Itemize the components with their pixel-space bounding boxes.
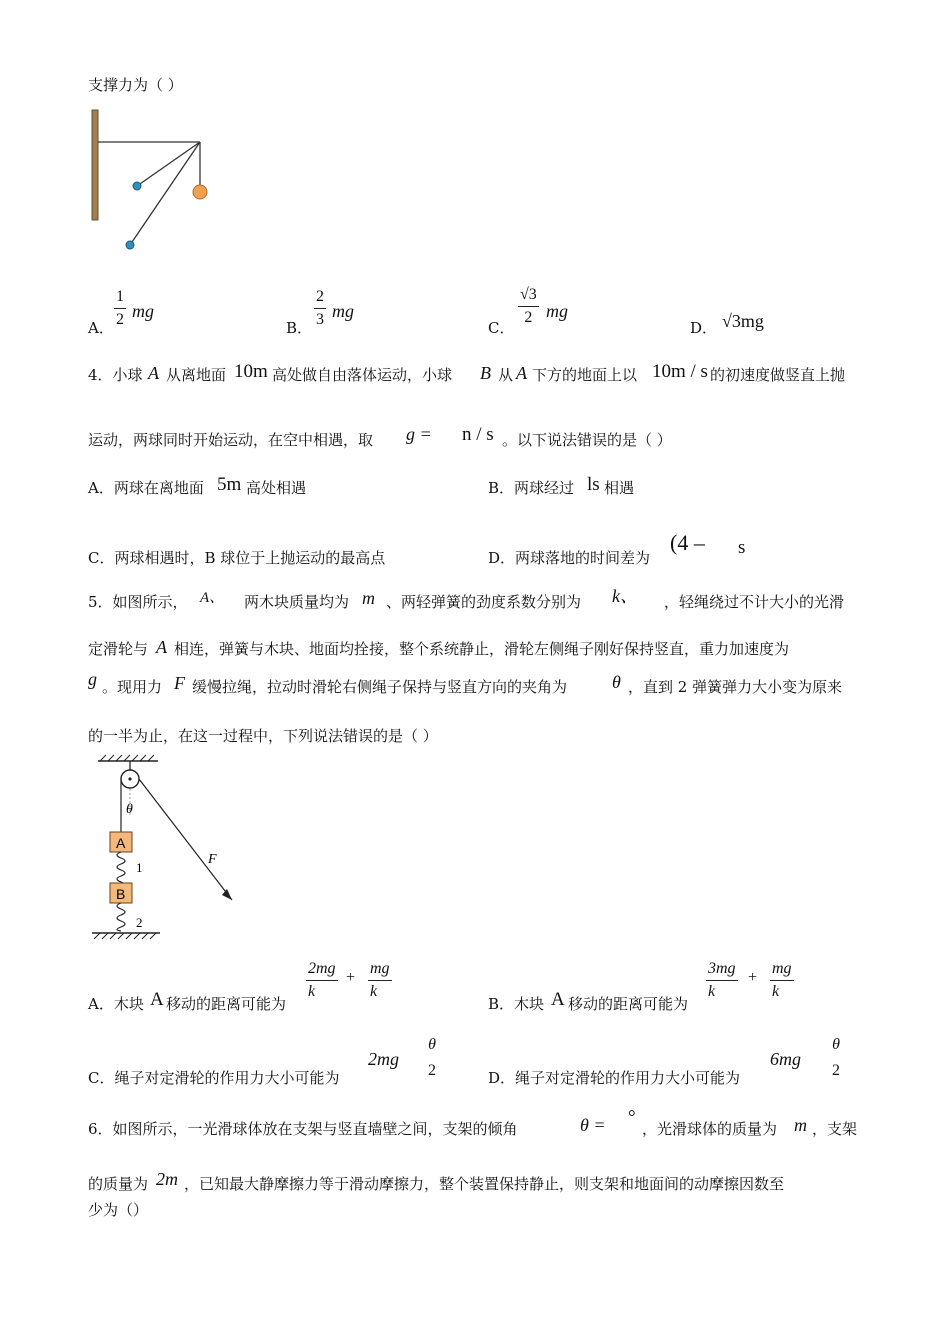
q6-line1-c: ，支架: [812, 1120, 858, 1138]
q6-line2-b: ，已知最大静摩擦力等于滑动摩擦力，整个装置保持静止，则支架和地面间的动摩擦因数至: [184, 1175, 785, 1193]
wall-pole: [92, 110, 98, 220]
q5-line1-a: 5．如图所示，: [88, 593, 188, 611]
force-arrow: [222, 889, 232, 900]
q4-var-a-2: A: [516, 363, 527, 383]
q3-option-d-expr: √3mg: [722, 311, 764, 331]
q3-option-c-mg: mg: [546, 301, 568, 321]
fig-block-a-label: A: [116, 835, 126, 851]
q5-option-a-frac2: mg k: [370, 960, 390, 1000]
q5-var-a: A: [156, 637, 167, 657]
q5-var-m: m: [362, 588, 375, 608]
q3-option-b-fraction: 2 3: [316, 288, 324, 328]
q5-option-c: C．绳子对定滑轮的作用力大小可能为: [88, 1069, 340, 1087]
q5-option-a-plus: +: [346, 969, 356, 986]
q4-g-eq: g =: [406, 424, 432, 444]
q5-option-a-var: A: [150, 989, 164, 1010]
q5-pulley-figure: [88, 755, 248, 950]
q4-line1-a: 4．小球: [88, 366, 143, 384]
q5-line1-d: ，轻绳绕过不计大小的光滑: [664, 593, 845, 611]
ground-hatch: [94, 933, 156, 939]
q5-option-b-frac2: mg k: [772, 960, 792, 1000]
q3-option-d-letter: D．: [690, 319, 718, 337]
q4-option-d-value: (4 –: [670, 530, 705, 555]
q4-option-b-1: B．两球经过: [488, 479, 575, 497]
q5-option-a-1: A．木块: [88, 995, 144, 1013]
spring-1: [117, 852, 125, 886]
q4-line1-f: 的初速度做竖直上抛: [710, 366, 846, 384]
q5-option-a-frac1: 2mg k: [308, 960, 336, 1000]
q4-line2-b: 。以下说法错误的是（ ）: [502, 431, 672, 449]
q4-option-d-1: D．两球落地的时间差为: [488, 549, 651, 567]
q5-var-f: F: [174, 673, 185, 693]
q5-var-theta: θ: [612, 672, 621, 692]
q3-stem-tail: 支撑力为（ ）: [88, 76, 183, 94]
fig-force-label: F: [208, 852, 217, 867]
q5-var-k: k、: [612, 586, 638, 606]
q5-line2-b: 相连，弹簧与木块、地面均拴接，整个系统静止，滑轮左侧绳子刚好保持竖直，重力加速度为: [174, 640, 790, 658]
q5-option-c-coef: 2mg: [368, 1049, 399, 1069]
rope-to-blue-lower: [130, 142, 200, 245]
q5-option-b-2: 移动的距离可能为: [568, 995, 689, 1013]
q6-degree: °: [628, 1107, 636, 1128]
q6-theta-eq: θ =: [580, 1115, 606, 1135]
q6-line3: 少为（）: [88, 1201, 149, 1219]
q5-option-b-plus: +: [748, 969, 758, 986]
q6-line1-a: 6．如图所示，一光滑球体放在支架与竖直墙壁之间，支架的倾角: [88, 1120, 518, 1138]
q5-option-d: D．绳子对定滑轮的作用力大小可能为: [488, 1069, 741, 1087]
q4-option-a-2: 高处相遇: [246, 479, 307, 497]
ball-orange: [193, 185, 207, 199]
q5-option-b-1: B．木块: [488, 995, 545, 1013]
fig-block-b-label: B: [116, 886, 126, 902]
q5-line3-a: 。现用力: [102, 678, 163, 696]
q3-option-a-mg: mg: [132, 301, 154, 321]
q5-option-a-2: 移动的距离可能为: [166, 995, 287, 1013]
rope-right: [139, 779, 232, 900]
q4-option-c: C．两球相遇时，B 球位于上抛运动的最高点: [88, 549, 386, 567]
rope-to-blue-upper: [137, 142, 200, 186]
q3-option-b-letter: B．: [286, 319, 313, 337]
q4-option-a-1: A．两球在离地面: [88, 479, 204, 497]
q5-option-b-frac1: 3mg k: [708, 960, 736, 1000]
q4-option-d-unit: s: [738, 537, 746, 558]
q6-line1-b: ，光滑球体的质量为: [642, 1120, 778, 1138]
spring-2: [117, 903, 125, 931]
q5-line3-c: ，直到 2 弹簧弹力大小变为原来: [628, 678, 843, 696]
q4-var-a: A: [148, 363, 159, 383]
q5-line2-a: 定滑轮与: [88, 640, 149, 658]
q5-option-d-coef: 6mg: [770, 1049, 801, 1069]
q5-line3-b: 缓慢拉绳，拉动时滑轮右侧绳子保持与竖直方向的夹角为: [192, 678, 568, 696]
q4-option-b-2: 相遇: [604, 479, 635, 497]
q4-line1-c: 高处做自由落体运动，小球: [272, 366, 453, 384]
q4-line1-e: 下方的地面上以: [532, 366, 638, 384]
q3-option-a-letter: A．: [88, 319, 114, 337]
q5-line1-b: 两木块质量均为: [244, 593, 350, 611]
q5-option-c-frac: θ 2: [428, 1036, 436, 1079]
q4-velocity: 10m / s: [652, 361, 708, 382]
q3-option-c-letter: C．: [488, 319, 515, 337]
q4-var-b: B: [480, 363, 491, 383]
q4-line1-b: 从离地面: [166, 366, 227, 384]
q3-pendulum-figure: [88, 108, 218, 258]
q3-option-b-mg: mg: [332, 301, 354, 321]
q6-var-m: m: [794, 1115, 807, 1135]
q3-option-c-fraction: √3 2: [520, 286, 537, 326]
q4-option-a-value: 5m: [217, 474, 242, 495]
q4-g-unit: n / s: [462, 424, 494, 445]
q4-height: 10m: [234, 361, 268, 382]
ceiling-hatch: [100, 755, 154, 761]
fig-theta-label: θ: [126, 802, 133, 817]
q3-option-a-fraction: 1 2: [116, 288, 124, 328]
q5-line4: 的一半为止，在这一过程中，下列说法错误的是（ ）: [88, 727, 438, 745]
ball-blue-upper: [133, 182, 141, 190]
q4-option-b-value: ls: [587, 474, 600, 495]
q4-line1-d: 从: [498, 366, 514, 384]
fig-spring2-label: 2: [136, 915, 143, 930]
q5-option-d-frac: θ 2: [832, 1036, 840, 1079]
q5-var-g: g: [88, 669, 97, 689]
fig-spring1-label: 1: [136, 860, 143, 875]
q6-line2-a: 的质量为: [88, 1175, 149, 1193]
q5-option-b-var: A: [551, 989, 565, 1010]
q5-var-ab: A、: [200, 590, 225, 606]
ball-blue-lower: [126, 241, 134, 249]
q5-line1-c: 、两轻弹簧的劲度系数分别为: [386, 593, 582, 611]
q4-line2-a: 运动，两球同时开始运动，在空中相遇，取: [88, 431, 374, 449]
q6-var-2m: 2m: [156, 1169, 178, 1189]
